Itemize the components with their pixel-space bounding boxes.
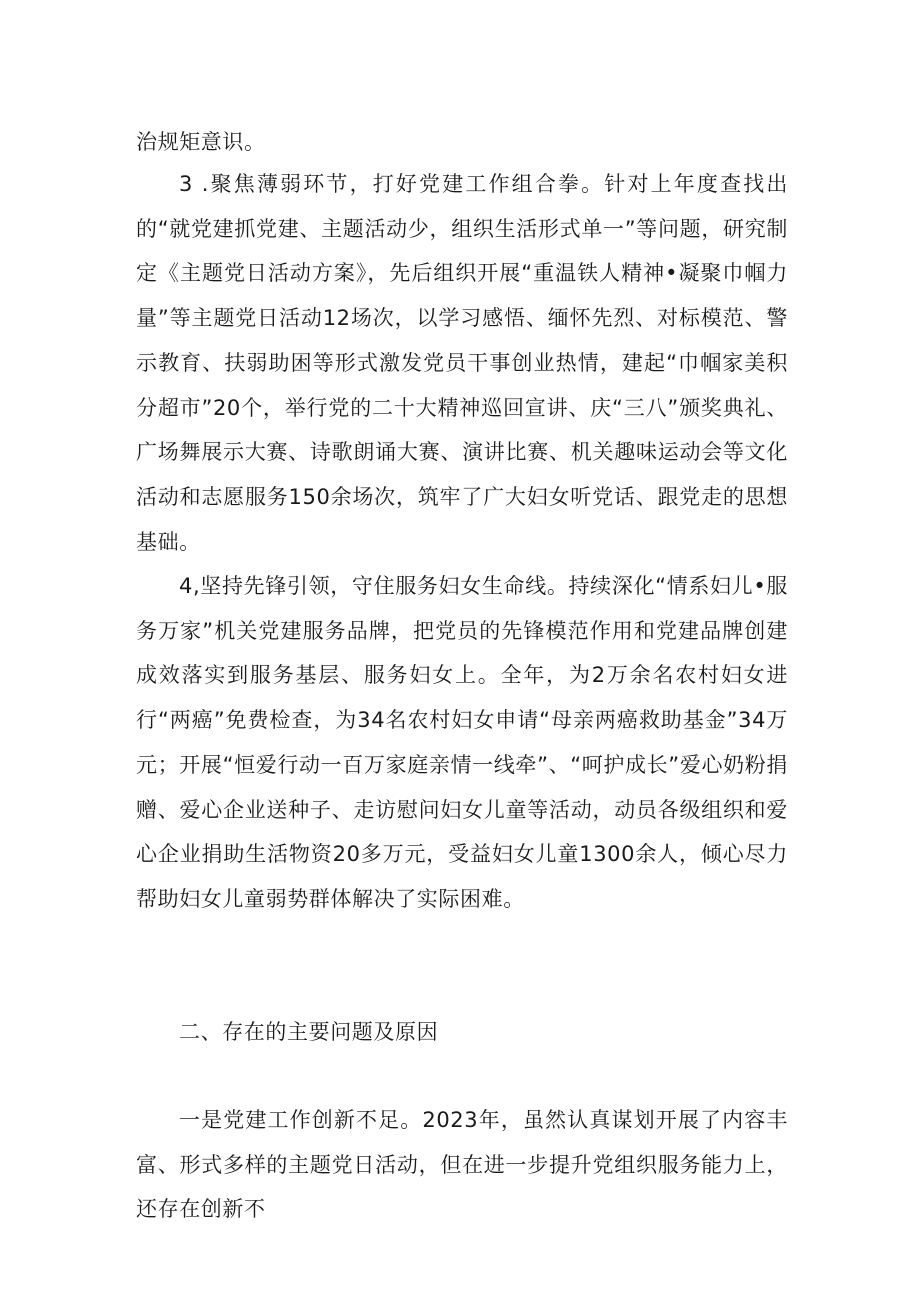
paragraph-fragment: 治规矩意识。 [136,130,266,154]
section-heading: 二、存在的主要问题及原因 [179,1020,439,1044]
paragraph-problem-1: 一是党建工作创新不足。2023年，虽然认真谋划开展了内容丰富、形式多样的主题党日活动，但在进一步提升党组织服务能力上，还存在创新不 [136,1108,788,1222]
paragraph-3: 3 .聚焦薄弱环节，打好党建工作组合拳。针对上年度查找出的“就党建抓党建、主题活动少，组织生活形式单一”等问题，研究制定《主题党日活动方案》，先后组织开展“重温铁人精神•凝聚巾帼力量”等主题党日活动12场次，以学习感悟、缅怀先烈、对标模范、警示教育、扶弱助困等形式激发党员干事创业热情，建起“巾帼家美积分超市”20个，举行党的二十大精神巡回宣讲、庆“三八”颁奖典礼、广场舞展示大赛、诗歌朗诵大赛、演讲比赛、机关趣味运动会等文化活动和志愿服务150余场次，筑牢了广大妇女听党话、跟党走的思想基础。 [136,172,788,554]
paragraph-4: 4,坚持先锋引领，守住服务妇女生命线。持续深化“情系妇儿•服务万家”机关党建服务品牌，把党员的先锋模范作用和党建品牌创建成效落实到服务基层、服务妇女上。全年，为2万余名农村妇女进行“两癌”免费检查，为34名农村妇女申请“母亲两癌救助基金”34万元；开展“恒爱行动一百万家庭亲情一线牵”、“呵护成长”爱心奶粉捐赠、爱心企业送种子、走访慰问妇女儿童等活动，动员各级组织和爱心企业捐助生活物资20多万元，受益妇女儿童1300余人，倾心尽力帮助妇女儿童弱势群体解决了实际困难。 [136,574,788,911]
